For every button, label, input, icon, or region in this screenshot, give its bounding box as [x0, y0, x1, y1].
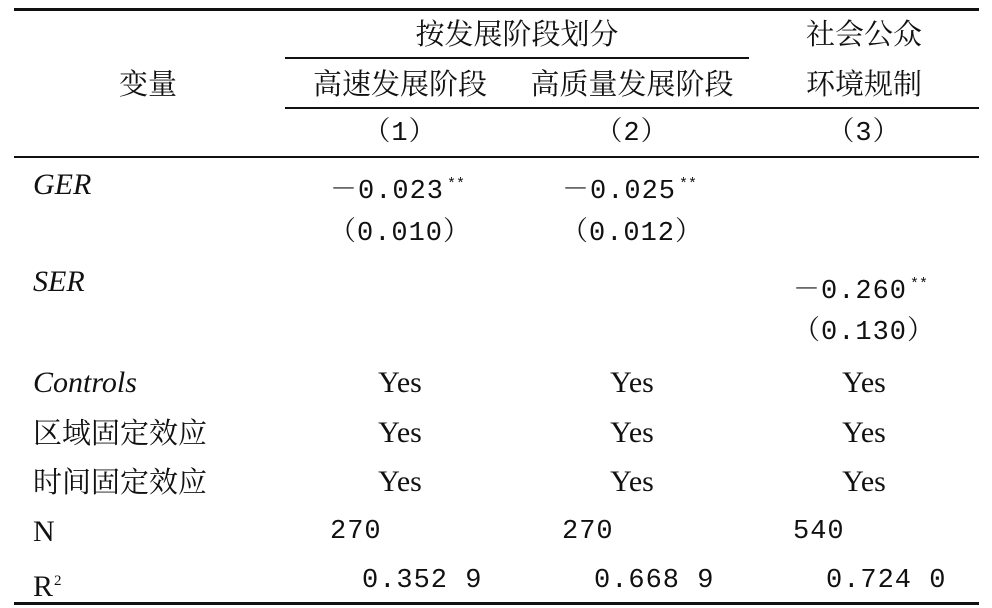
- row-label-time-fe: 时间固定效应: [33, 465, 208, 499]
- r2-col3: 0.724 0: [826, 566, 947, 596]
- bottom-rule: [14, 602, 979, 605]
- row-label-ser: SER: [33, 265, 85, 298]
- ser-col3-se: （0.130）: [792, 318, 936, 348]
- col3-header-line1: 社会公众: [805, 17, 923, 51]
- row-label-n: N: [33, 515, 55, 548]
- ger-col2-coef: －0.025 **: [562, 176, 698, 207]
- region-fe-col1: Yes: [378, 416, 422, 449]
- n-col2: 270: [562, 517, 614, 547]
- variable-header: 变量: [118, 67, 178, 101]
- region-fe-col2: Yes: [610, 416, 654, 449]
- n-col1: 270: [330, 517, 382, 547]
- controls-col1: Yes: [378, 366, 422, 399]
- ser-col3-coef: －0.260 **: [793, 276, 929, 307]
- group-underline: [285, 57, 749, 59]
- header-underline: [285, 107, 979, 109]
- col1-number: （1）: [363, 119, 437, 149]
- ger-col2-se: （0.012）: [560, 219, 704, 249]
- col2-header: 高质量发展阶段: [530, 67, 734, 101]
- col3-number: （3）: [827, 119, 901, 149]
- r2-col2: 0.668 9: [594, 566, 715, 596]
- col1-header: 高速发展阶段: [312, 67, 488, 101]
- n-col3: 540: [793, 517, 845, 547]
- group-header: 按发展阶段划分: [415, 17, 619, 51]
- ger-col1-se: （0.010）: [328, 219, 472, 249]
- time-fe-col1: Yes: [378, 465, 422, 498]
- col3-header-line2: 环境规制: [805, 67, 923, 101]
- row-label-ger: GER: [33, 168, 92, 201]
- mid-rule: [14, 156, 979, 158]
- controls-col2: Yes: [610, 366, 654, 399]
- r2-col1: 0.352 9: [362, 566, 483, 596]
- time-fe-col3: Yes: [842, 465, 886, 498]
- col2-number: （2）: [595, 119, 669, 149]
- top-rule: [14, 8, 979, 11]
- controls-col3: Yes: [842, 366, 886, 399]
- region-fe-col3: Yes: [842, 416, 886, 449]
- time-fe-col2: Yes: [610, 465, 654, 498]
- ger-col1-coef: －0.023 **: [330, 176, 466, 207]
- row-label-r2: $R^2$: [33, 570, 62, 603]
- row-label-region-fe: 区域固定效应: [33, 416, 208, 450]
- row-label-controls: Controls: [33, 366, 137, 399]
